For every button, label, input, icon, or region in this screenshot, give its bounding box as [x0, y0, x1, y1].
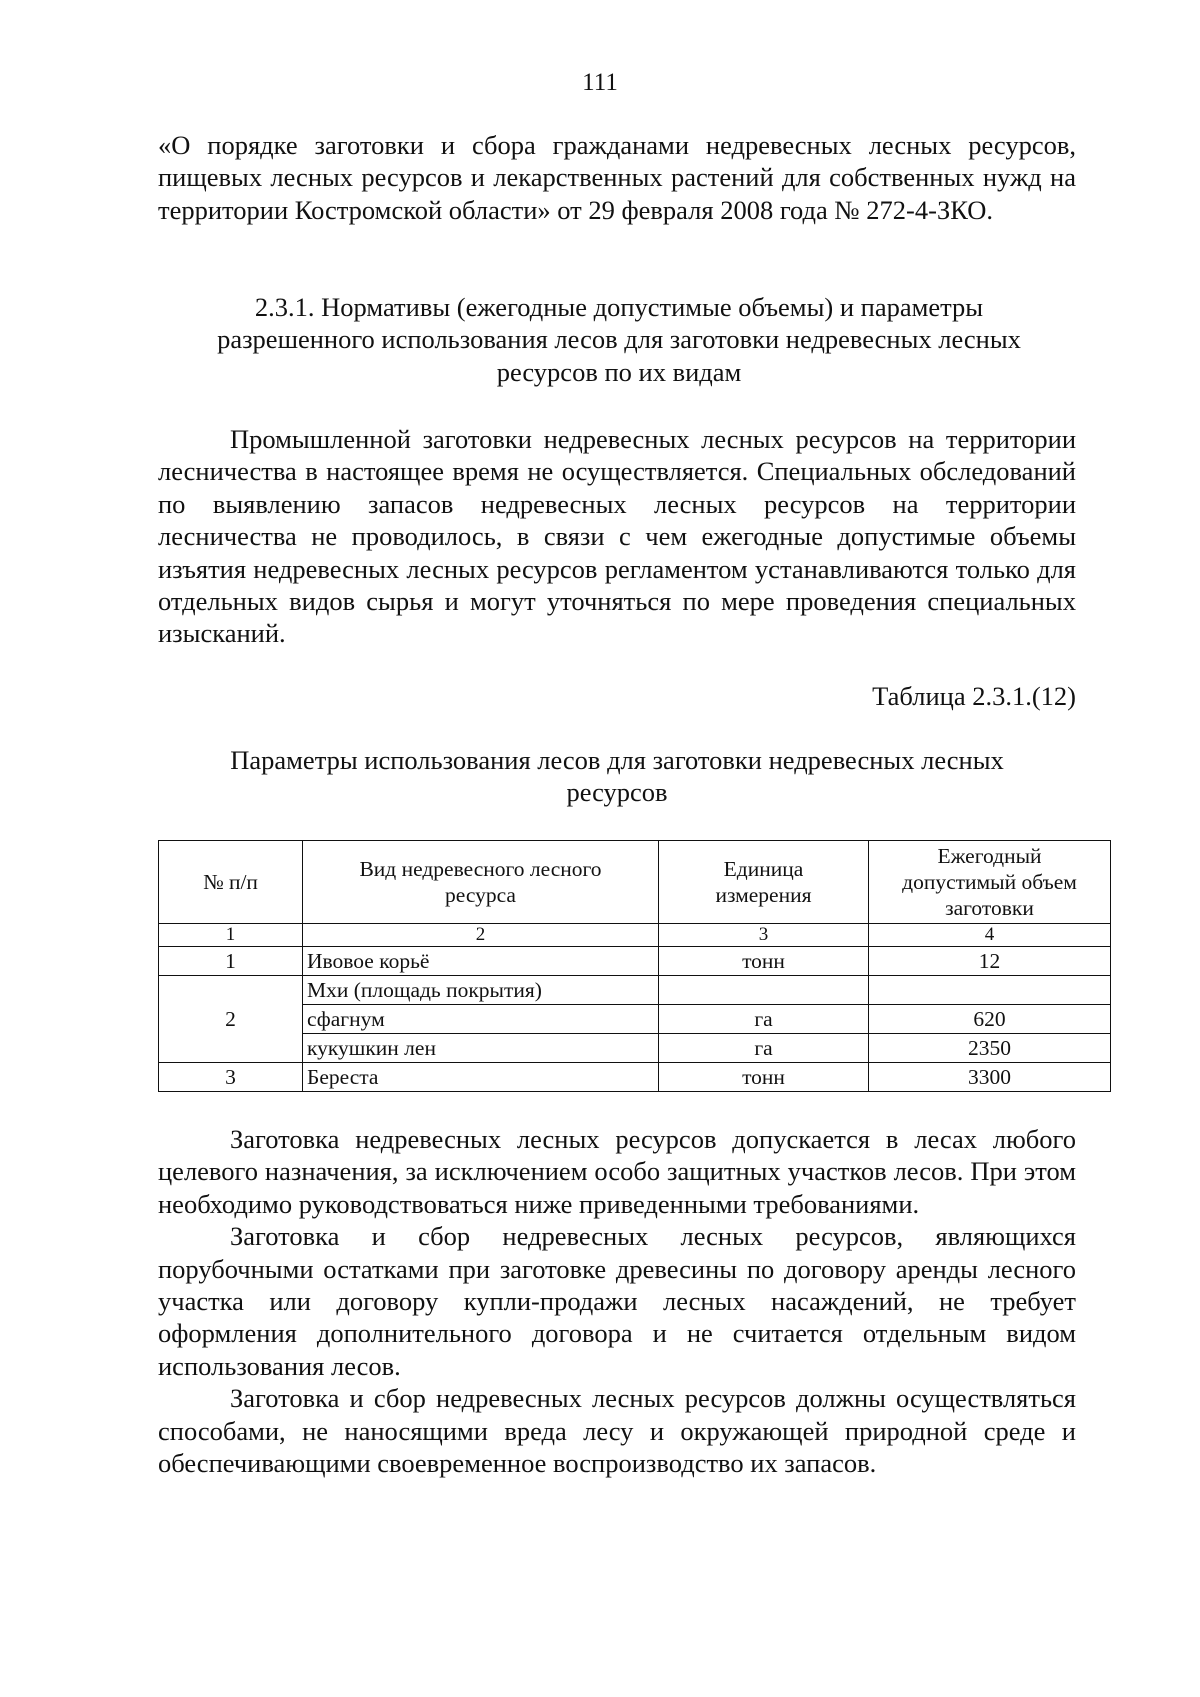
bottom-paragraphs [158, 1123, 1076, 1479]
row-volume: 620 [869, 1005, 1111, 1034]
row-num: 3 [159, 1063, 303, 1092]
column-number: 4 [869, 924, 1111, 947]
row-unit: га [659, 1005, 869, 1034]
row-volume: 3300 [869, 1063, 1111, 1092]
table-row [159, 947, 1111, 976]
table-title [158, 744, 1076, 809]
section-heading-line-3: ресурсов по их видам [496, 356, 742, 387]
table-row [159, 1063, 1111, 1092]
row-num: 2 [159, 976, 303, 1063]
header-num: № п/п [159, 841, 303, 924]
row-volume: 2350 [869, 1034, 1111, 1063]
table-title-line-1: Параметры использования лесов для заготовки недревесных лесных [230, 745, 1004, 775]
row-kind: Мхи (площадь покрытия) [303, 976, 659, 1005]
header-kind [303, 841, 659, 924]
row-kind: Ивовое корьё [303, 947, 659, 976]
column-number-row [159, 924, 1111, 947]
column-number: 2 [303, 924, 659, 947]
row-unit [659, 976, 869, 1005]
section-heading-line-1: 2.3.1. Нормативы (ежегодные допустимые объемы) и параметры [254, 292, 984, 322]
intro-paragraph: Промышленной заготовки недревесных лесных ресурсов на территории лесничества в настоящее время не осуществляется. Специальных обследований по выявлению запасов недревесных лесных ресурсов на территории лесничества не проводилось, в связи с чем ежегодные допустимые объемы изъятия недревесных лесных ресурсов регламентом устанавливаются только для отдельных видов сырья и могут уточняться по мере проведения специальных изысканий. [158, 424, 1076, 649]
row-unit: га [659, 1034, 869, 1063]
header-kind-line-2: ресурса [445, 883, 516, 907]
row-volume [869, 976, 1111, 1005]
row-kind: сфагнум [303, 1005, 659, 1034]
section-heading-line-2: разрешенного использования лесов для заготовки недревесных лесных [217, 324, 1021, 355]
table-row [159, 976, 1111, 1005]
page-number: 111 [582, 69, 618, 96]
row-unit: тонн [659, 1063, 869, 1092]
table-number: Таблица 2.3.1.(12) [872, 681, 1076, 711]
column-number: 3 [659, 924, 869, 947]
resources-table-wrapper [158, 840, 1111, 1092]
resources-table [158, 840, 1111, 1092]
header-kind-line-1: Вид недревесного лесного [359, 857, 602, 881]
row-kind: Береста [303, 1063, 659, 1092]
row-unit: тонн [659, 947, 869, 976]
top-paragraph: «О порядке заготовки и сбора гражданами недревесных лесных ресурсов, пищевых лесных ресурсов и лекарственных растений для собственных нужд на территории Костромской области» от 29 февраля 2008 года № 272-4-ЗКО. [158, 130, 1076, 225]
table-header-row [159, 841, 1111, 924]
bottom-paragraph: Заготовка и сбор недревесных лесных ресурсов, являющихся порубочными остатками при заготовке древесины по договору аренды лесного участка или договору купли-продажи лесных насаждений, не требует оформления дополнительного договора и не считается отдельным видом использования лесов. [158, 1221, 1076, 1381]
header-unit [659, 841, 869, 924]
header-volume-line-1: Ежегодный [937, 844, 1042, 868]
column-number: 1 [159, 924, 303, 947]
header-volume [869, 841, 1111, 924]
row-kind: кукушкин лен [303, 1034, 659, 1063]
section-heading [160, 291, 1078, 388]
row-volume: 12 [869, 947, 1111, 976]
header-unit-line-2: измерения [715, 883, 812, 907]
header-volume-line-3: заготовки [945, 896, 1034, 920]
header-unit-line-1: Единица [723, 857, 804, 881]
table-title-line-2: ресурсов [566, 777, 668, 808]
bottom-paragraph: Заготовка недревесных лесных ресурсов допускается в лесах любого целевого назначения, за исключением особо защитных участков лесов. При этом необходимо руководствоваться ниже приведенными требованиями. [158, 1124, 1076, 1219]
row-num: 1 [159, 947, 303, 976]
header-volume-line-2: допустимый объем [902, 870, 1077, 894]
bottom-paragraph: Заготовка и сбор недревесных лесных ресурсов должны осуществляться способами, не наносящими вреда лесу и окружающей природной среде и обеспечивающими своевременное воспроизводство их запасов. [158, 1383, 1076, 1479]
